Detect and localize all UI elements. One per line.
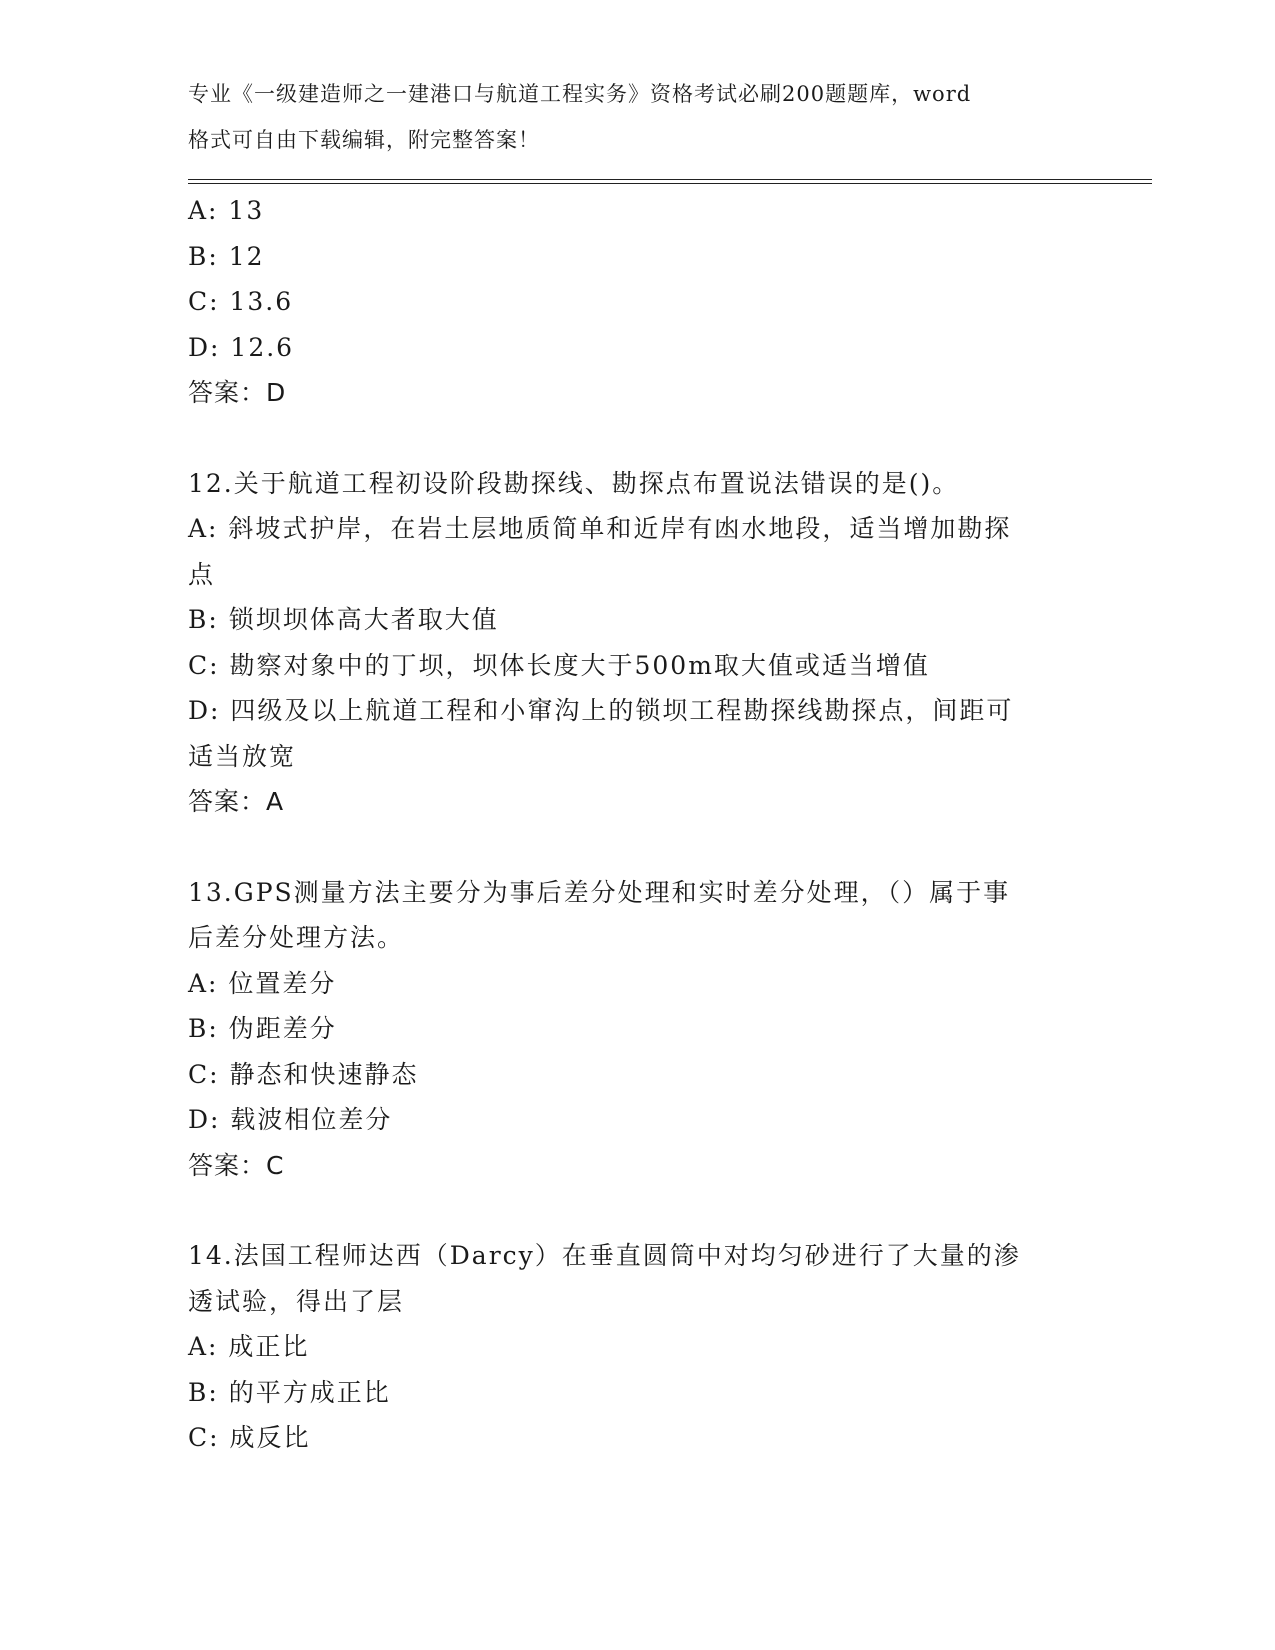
question-11 bbox=[188, 188, 1088, 416]
spacer bbox=[188, 416, 1088, 461]
question-stem: 13.GPS测量方法主要分为事后差分处理和实时差分处理，（）属于事 bbox=[188, 877, 1011, 907]
question-stem-continuation: 后差分处理方法。 bbox=[188, 923, 405, 952]
answer: 答案：A bbox=[188, 787, 285, 816]
header-line-1: 专业《一级建造师之一建港口与航道工程实务》资格考试必刷200题题库，word bbox=[188, 82, 972, 106]
spacer bbox=[188, 1188, 1088, 1233]
option-a: A: 13 bbox=[188, 196, 265, 225]
question-stem-continuation: 透试验，得出了层 bbox=[188, 1286, 405, 1316]
option-b: B: 锁坝坝体高大者取大值 bbox=[188, 605, 499, 634]
option-b: B: 的平方成正比 bbox=[188, 1377, 391, 1407]
question-stem: 14.法国工程师达西（Darcy）在垂直圆筒中对均匀砂进行了大量的渗 bbox=[188, 1241, 1021, 1270]
option-a: A: 斜坡式护岸，在岩土层地质简单和近岸有凼水地段，适当增加勘探 bbox=[188, 514, 1012, 543]
header-divider-top bbox=[188, 179, 1152, 180]
option-c: C: 勘察对象中的丁坝，坝体长度大于500m取大值或适当增值 bbox=[188, 650, 930, 680]
option-c: C: 13.6 bbox=[188, 287, 294, 316]
question-14 bbox=[188, 1233, 1088, 1461]
option-d: D: 12.6 bbox=[188, 332, 295, 362]
option-c: C: 成反比 bbox=[188, 1423, 311, 1452]
option-a-continuation: 点 bbox=[188, 559, 216, 589]
question-content bbox=[188, 188, 1088, 1461]
option-b: B: 伪距差分 bbox=[188, 1014, 337, 1043]
header-line-2: 格式可自由下载编辑，附完整答案！ bbox=[188, 127, 540, 152]
header-divider-bottom bbox=[188, 183, 1152, 184]
question-13 bbox=[188, 870, 1088, 1189]
question-stem: 12.关于航道工程初设阶段勘探线、勘探点布置说法错误的是()。 bbox=[188, 468, 960, 498]
question-12 bbox=[188, 461, 1088, 825]
answer: 答案：C bbox=[188, 1150, 285, 1180]
document-header bbox=[188, 72, 1068, 163]
option-a: A: 位置差分 bbox=[188, 968, 337, 998]
option-d: D: 四级及以上航道工程和小窜沟上的锁坝工程勘探线勘探点，间距可 bbox=[188, 696, 1014, 725]
option-a: A: 成正比 bbox=[188, 1332, 310, 1361]
option-d-continuation: 适当放宽 bbox=[188, 741, 297, 771]
option-b: B: 12 bbox=[188, 241, 265, 271]
answer: 答案：D bbox=[188, 378, 287, 407]
spacer bbox=[188, 825, 1088, 870]
option-c: C: 静态和快速静态 bbox=[188, 1059, 419, 1089]
option-d: D: 载波相位差分 bbox=[188, 1105, 393, 1134]
